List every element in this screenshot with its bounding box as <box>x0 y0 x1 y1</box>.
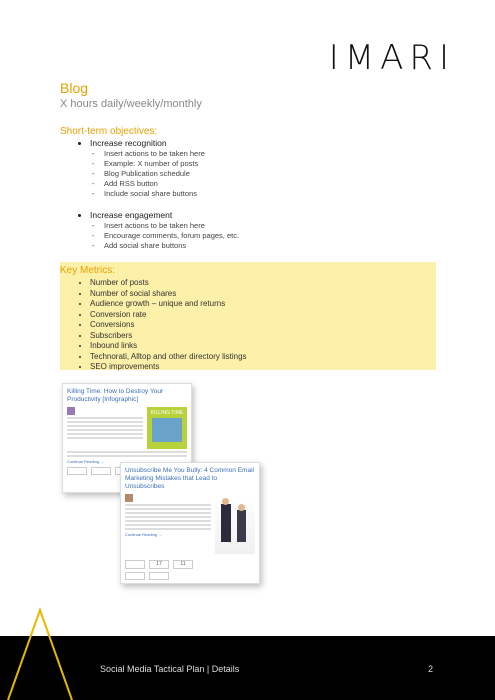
action-item: - Blog Publication schedule <box>104 169 205 179</box>
metric-item: • Conversions <box>90 320 436 331</box>
metric-item: • Number of social shares <box>90 289 436 300</box>
metrics-list <box>90 278 436 373</box>
share-count: 17 <box>149 560 169 569</box>
action-list <box>90 149 205 199</box>
imari-logo <box>329 38 455 78</box>
page-subtitle: X hours daily/weekly/monthly <box>60 98 202 110</box>
continue-reading-link[interactable]: Continue Reading → <box>67 459 105 464</box>
thumb-label: KILLING TIME <box>150 410 184 416</box>
action-list <box>90 221 239 251</box>
page-number: 2 <box>427 664 433 674</box>
blog-post-screenshot-2 <box>120 462 260 584</box>
action-item: - Insert actions to be taken here <box>104 221 239 231</box>
metric-item: • Technorati, Alltop and other directory listings <box>90 352 436 363</box>
objective-item <box>90 210 239 251</box>
metric-item: • SEO improvements <box>90 362 436 373</box>
triangle-logo-mark <box>0 600 110 700</box>
bully-photo <box>215 494 255 554</box>
metric-item: • Conversion rate <box>90 310 436 321</box>
continue-reading-link[interactable]: Continue Reading → <box>125 532 163 537</box>
metric-item: • Number of posts <box>90 278 436 289</box>
short-term-list-2 <box>90 210 239 251</box>
action-item: - Insert actions to be taken here <box>104 149 205 159</box>
metric-item: • Inbound links <box>90 341 436 352</box>
author-avatar <box>67 407 75 415</box>
action-item: - Include social share buttons <box>104 189 205 199</box>
objective-label: Increase recognition <box>90 138 167 148</box>
footer-text: Social Media Tactical Plan | Details <box>100 664 240 674</box>
action-item: - Example: X number of posts <box>104 159 205 169</box>
action-item: - Add RSS button <box>104 179 205 189</box>
objective-label: Increase engagement <box>90 210 173 220</box>
infographic-thumb <box>147 407 187 449</box>
key-metrics-heading: Key Metrics: <box>60 265 116 276</box>
post-title: Unsubscribe Me You Bully: 4 Common Email Marketing Mistakes that Lead to Unsubscribes <box>125 467 254 490</box>
action-item: - Encourage comments, forum pages, etc. <box>104 231 239 241</box>
metric-item: • Audience growth – unique and returns <box>90 299 436 310</box>
page-title: Blog <box>60 80 89 96</box>
action-item: - Add social share buttons <box>104 241 239 251</box>
metric-item: • Subscribers <box>90 331 436 342</box>
short-term-heading: Short-term objectives: <box>60 126 158 137</box>
author-avatar <box>125 494 133 502</box>
objective-item <box>90 138 205 199</box>
key-metrics-box <box>60 262 436 370</box>
post-title: Killing Time: How to Destroy Your Productivity [Infographic] <box>67 388 164 403</box>
short-term-list <box>90 138 205 199</box>
logo-text: IMARI <box>328 38 455 78</box>
share-count: 11 <box>173 560 193 569</box>
